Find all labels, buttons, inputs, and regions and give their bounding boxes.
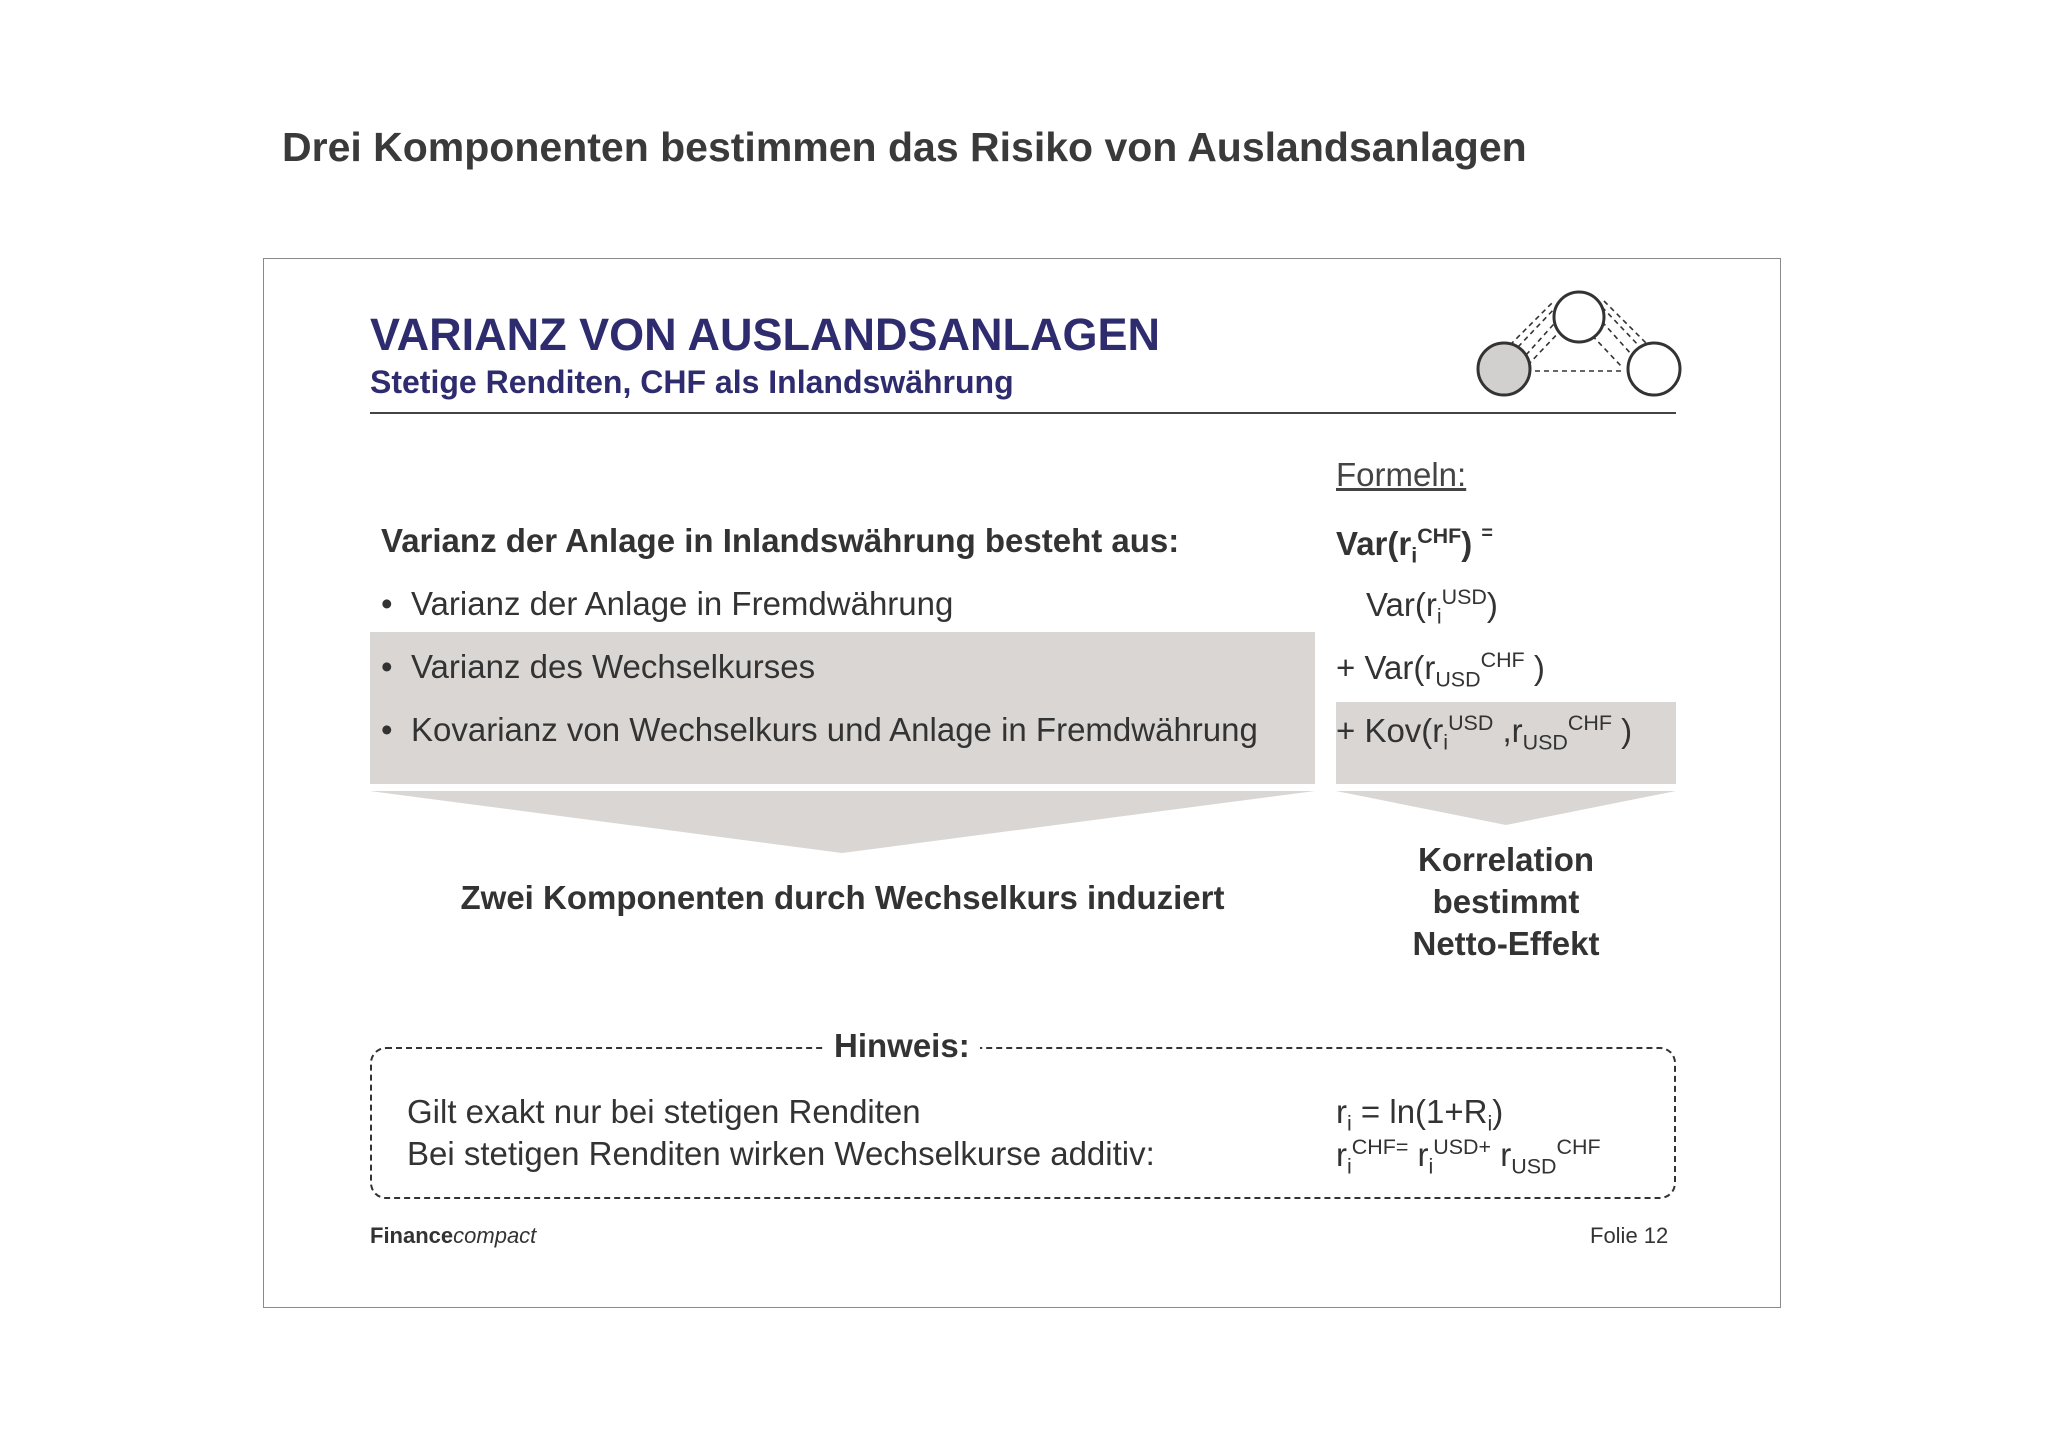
note-line-1: Gilt exakt nur bei stetigen Renditen xyxy=(407,1093,921,1130)
title-divider xyxy=(370,412,1676,414)
formula-var-fx: + $Var(r_{USD}^{CHF}$ ) xyxy=(1336,648,1545,692)
left-funnel-arrow xyxy=(370,791,1315,855)
formula-total: $Var(r_i^{CHF})$ = xyxy=(1336,522,1493,568)
note-formula-2: $r_i^{CHF=}$ $r_i^{USD+}$ $r_{USD}^{CHF}$ xyxy=(1336,1135,1601,1179)
list-item: • Kovarianz von Wechselkurs und Anlage in Fremdwährung xyxy=(381,711,1258,748)
note-formula-1: $r_i = \ln(1+R_i)$ xyxy=(1336,1093,1504,1136)
list-item: • Varianz des Wechselkurses xyxy=(381,648,816,685)
page-heading: Drei Komponenten bestimmen das Risiko von Auslandsanlagen xyxy=(282,124,1527,170)
brand-logo: Financecompact xyxy=(370,1223,537,1248)
right-conclusion: Korrelation bestimmt Netto-Effekt xyxy=(1412,841,1600,962)
slide-title: VARIANZ VON AUSLANDSANLAGEN xyxy=(370,309,1161,360)
slide-number: Folie 12 xyxy=(1590,1223,1669,1248)
right-funnel-arrow xyxy=(1336,791,1676,827)
note-heading: Hinweis: xyxy=(824,1027,980,1065)
left-conclusion: Zwei Komponenten durch Wechselkurs induziert xyxy=(460,879,1225,916)
formula-var-foreign: $Var(r_i^{USD})$ xyxy=(1366,585,1498,629)
slide xyxy=(263,258,1781,1308)
list-item: • Varianz der Anlage in Fremdwährung xyxy=(381,585,954,622)
three-circles-network-icon xyxy=(1474,287,1674,397)
formula-covariance: + $Kov(r_i^{USD}$ $,r_{USD}^{CHF}$ ) xyxy=(1336,711,1633,755)
slide-subtitle: Stetige Renditen, CHF als Inlandswährung xyxy=(370,364,1014,400)
formulas-heading: Formeln: xyxy=(1336,456,1467,493)
note-line-2: Bei stetigen Renditen wirken Wechselkurse additiv: xyxy=(407,1135,1155,1172)
row-label-total: Varianz der Anlage in Inlandswährung besteht aus: xyxy=(381,522,1180,559)
